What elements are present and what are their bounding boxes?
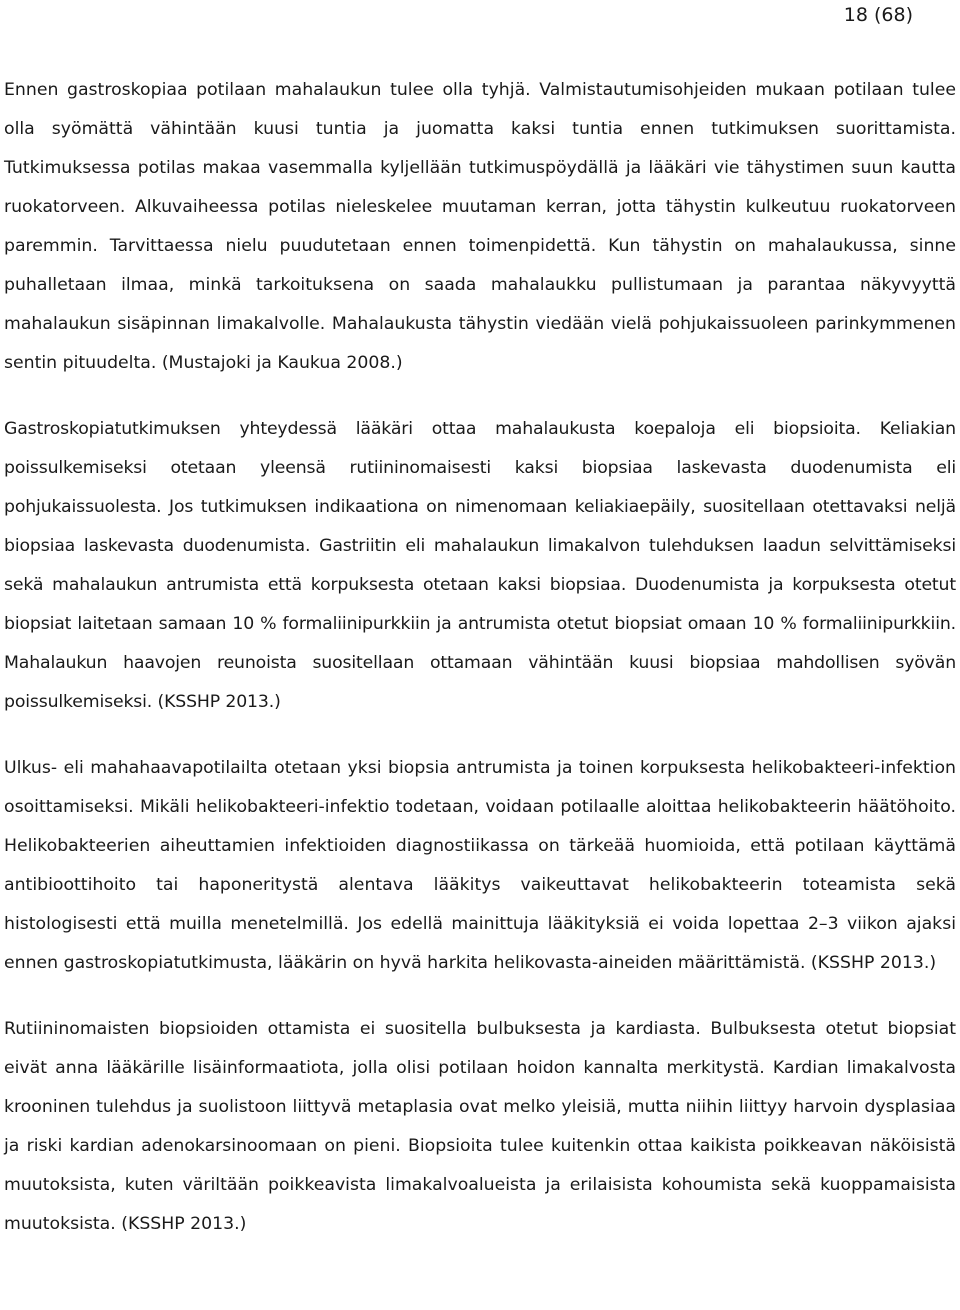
paragraph-biopsy-sampling: Gastroskopiatutkimuksen yhteydessä lääkäri ottaa mahalaukusta koepaloja eli biopsioita. Keliakian poissulkemiseksi otetaan yleensä rutiininomaisesti kaksi biopsiaa laskevasta duodenumista eli pohjukaissuolesta. Jos tutkimuksen indikaationa on nimenomaan keliakiaepäily, suositellaan otettavaksi neljä biopsiaa laskevasta duodenumista. Gastriitin eli mahalaukun limakalvon tulehduksen laadun selvittämiseksi sekä mahalaukun antrumista että korpuksesta otetaan kaksi biopsiaa. Duodenumista ja korpuksesta otetut biopsiat laitetaan samaan 10 % formaliinipurkkiin ja antrumista otetut biopsiat omaan 10 % formaliinipurkkiin. Mahalaukun haavojen reunoista suositellaan ottamaan vähintään kuusi biopsiaa mahdollisen syövän poissulkemiseksi. (KSSHP 2013.) (4, 419, 956, 712)
page-number: 18 (68) (843, 4, 913, 26)
paragraph-gastroscopy-preparation: Ennen gastroskopiaa potilaan mahalaukun tulee olla tyhjä. Valmistautumisohjeiden mukaan potilaan tulee olla syömättä vähintään kuusi tuntia ja juomatta kaksi tuntia ennen tutkimuksen suorittamista. Tutkimuksessa potilas makaa vasemmalla kyljellään tutkimuspöydällä ja lääkäri vie tähystimen suun kautta ruokatorveen. Alkuvaiheessa potilas nieleskelee muutaman kerran, jotta tähystin kulkeutuu ruokatorveen paremmin. Tarvittaessa nielu puudutetaan ennen toimenpidettä. Kun tähystin on mahalaukussa, sinne puhalletaan ilmaa, minkä tarkoituksena on saada mahalaukku pullistumaan ja parantaa näkyvyyttä mahalaukun sisäpinnan limakalvolle. Mahalaukusta tähystin viedään vielä pohjukaissuoleen parinkymmenen sentin pituudelta. (Mustajoki ja Kaukua 2008.) (4, 80, 956, 373)
document-body (4, 71, 956, 1244)
paragraph-routine-biopsies: Rutiininomaisten biopsioiden ottamista ei suositella bulbuksesta ja kardiasta. Bulbuksesta otetut biopsiat eivät anna lääkärille lisäinformaatiota, jolla olisi potilaan hoidon kannalta merkitystä. Kardian limakalvosta krooninen tulehdus ja suolistoon liittyvä metaplasia ovat melko yleisiä, mutta niihin liittyy harvoin dysplasiaa ja riski kardian adenokarsinoomaan on pieni. Biopsioita tulee kuitenkin ottaa kaikista poikkeavan näköisistä muutoksista, kuten väriltään poikkeavista limakalvoalueista ja erilaisista kohoumista sekä kuoppamaisista muutoksista. (KSSHP 2013.) (4, 1019, 956, 1234)
paragraph-helicobacter-infection: Ulkus- eli mahahaavapotilailta otetaan yksi biopsia antrumista ja toinen korpuksesta helikobakteeri-infektion osoittamiseksi. Mikäli helikobakteeri-infektio todetaan, voidaan potilaalle aloittaa helikobakteerin häätöhoito. Helikobakteerien aiheuttamien infektioiden diagnostiikassa on tärkeää huomioida, että potilaan käyttämä antibioottihoito tai haponeritystä alentava lääkitys vaikeuttavat helikobakteerin toteamista sekä histologisesti että muilla menetelmillä. Jos edellä mainittuja lääkityksiä ei voida lopettaa 2–3 viikon ajaksi ennen gastroskopiatutkimusta, lääkärin on hyvä harkita helikovasta-aineiden määrittämistä. (KSSHP 2013.) (4, 758, 956, 973)
